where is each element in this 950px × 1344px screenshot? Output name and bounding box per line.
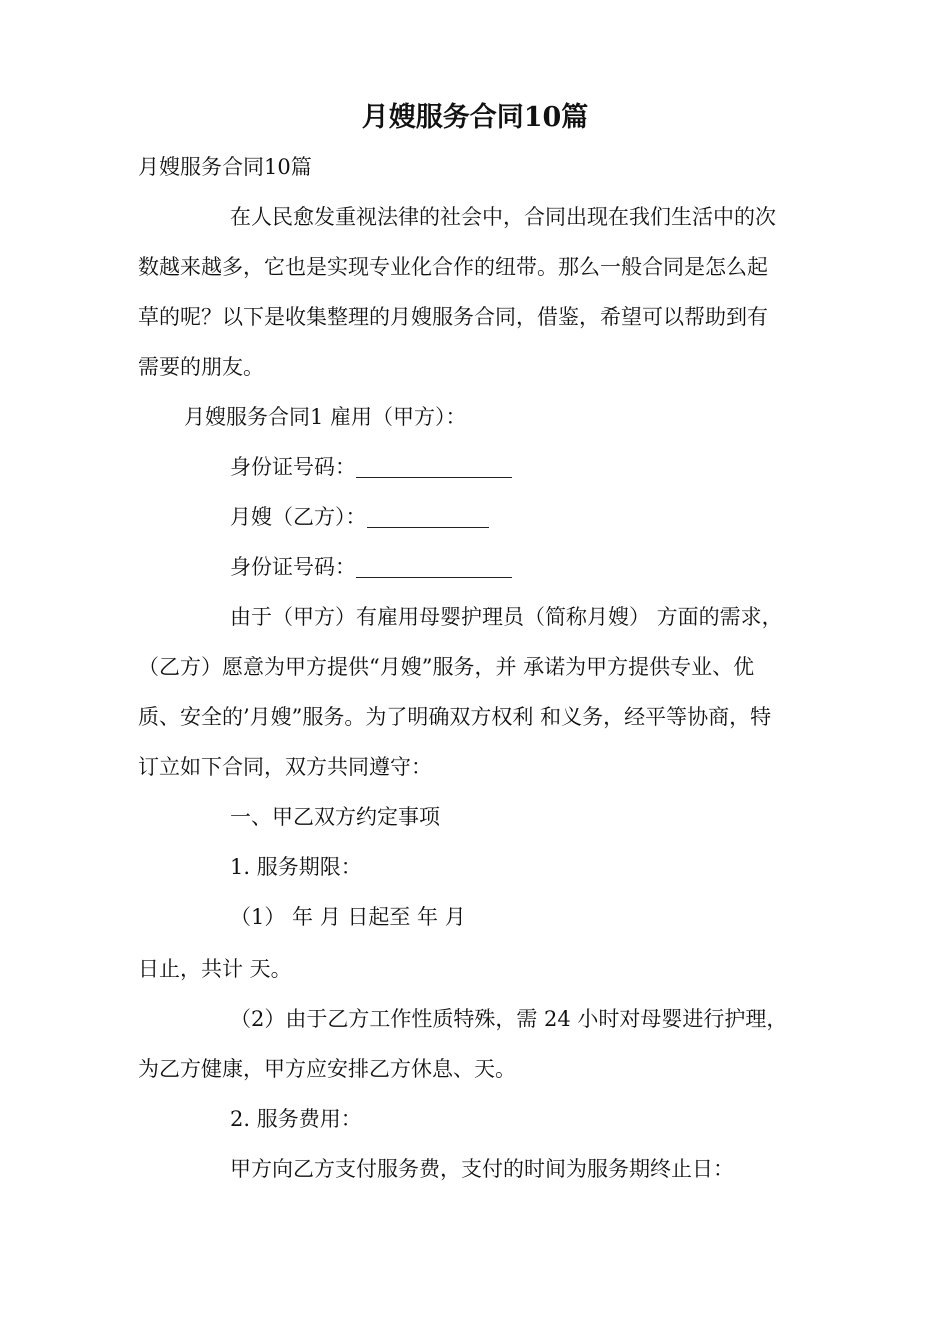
intro-line: 需要的朋友。 [138,355,264,379]
preamble-line: 由于（甲方）有雇用母婴护理员（简称月嫂） 方面的需求， [230,605,783,629]
field-label: 身份证号码： [230,455,356,479]
fill-in-blank [367,505,489,528]
field-label: 月嫂（乙方）： [230,505,367,529]
preamble-line: 质、安全的’月嫂”服务。为了明确双方权利 和义务，经平等协商，特 [138,705,772,729]
section1-heading: 一、甲乙双方约定事项 [230,805,440,829]
item1-term-continuation: 日止，共计 天。 [138,957,292,981]
item2-paragraph: 甲方向乙方支付服务费，支付的时间为服务期终止日： [230,1157,734,1181]
intro-line: 在人民愈发重视法律的社会中，合同出现在我们生活中的次 [230,205,776,229]
maternity-nurse-field [230,502,489,532]
item1-heading: 1. 服务期限： [230,855,362,879]
intro-line: 草的呢？以下是收集整理的月嫂服务合同，借鉴，希望可以帮助到有 [138,305,768,329]
id-number-field-b [230,552,512,582]
preamble-line: （乙方）愿意为甲方提供“月嫂”服务，并 承诺为甲方提供专业、优 [138,655,755,679]
item1-rest-line: 为乙方健康，甲方应安排乙方休息、天。 [138,1057,516,1081]
document-subtitle: 月嫂服务合同10篇 [138,155,312,179]
fill-in-blank [356,455,512,478]
id-number-field-a [230,452,512,482]
item2-heading: 2. 服务费用： [230,1107,362,1131]
field-label: 身份证号码： [230,555,356,579]
intro-line: 数越来越多，它也是实现专业化合作的纽带。那么一般合同是怎么起 [138,255,768,279]
fill-in-blank [356,555,512,578]
preamble-line: 订立如下合同，双方共同遵守： [138,755,432,779]
document-title: 月嫂服务合同10篇 [361,102,589,133]
item1-term-line: （1） 年 月 日起至 年 月 [230,905,466,929]
item1-rest-line: （2）由于乙方工作性质特殊，需 24 小时对母婴进行护理， [230,1007,788,1031]
contract1-heading: 月嫂服务合同1 雇用（甲方）： [184,405,467,429]
